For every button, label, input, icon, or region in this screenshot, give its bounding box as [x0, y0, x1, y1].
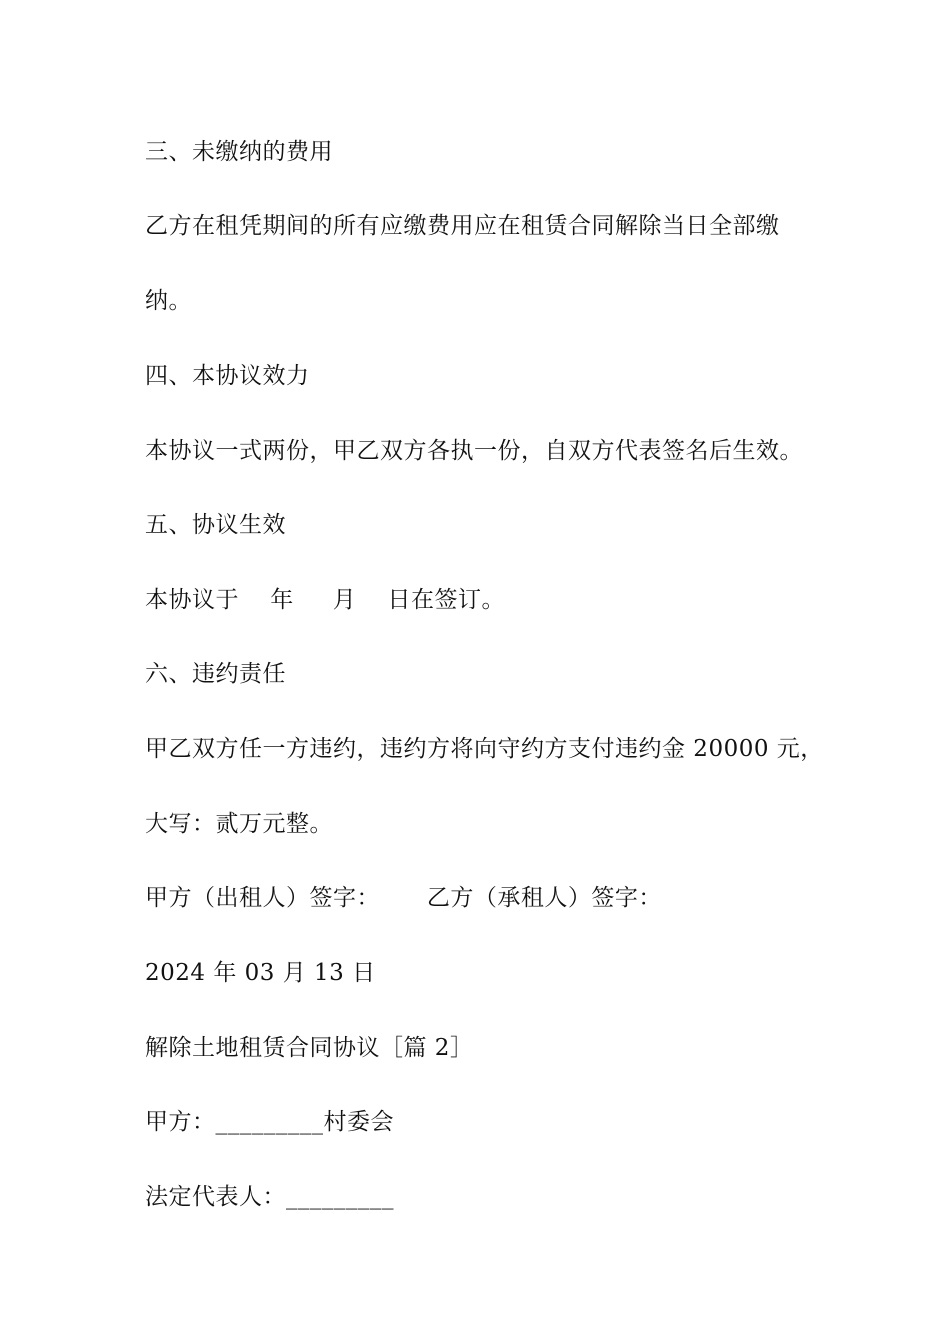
section-heading-breach-liability: 六、违约责任: [145, 661, 286, 687]
paragraph-line: 纳。: [145, 288, 192, 314]
document-title-part-2: 解除土地租赁合同协议［篇 2］: [145, 1035, 474, 1061]
section-heading-unpaid-fees: 三、未缴纳的费用: [145, 139, 333, 165]
date-line: 2024 年 03 月 13 日: [145, 960, 376, 986]
paragraph-line: 乙方在租凭期间的所有应缴费用应在租赁合同解除当日全部缴: [145, 213, 780, 239]
paragraph-line: 大写：贰万元整。: [145, 811, 333, 837]
paragraph-line: 甲乙双方任一方违约，违约方将向守约方支付违约金 20000 元，: [145, 736, 824, 762]
section-heading-agreement-validity: 四、本协议效力: [145, 363, 310, 389]
legal-representative-line: 法定代表人：_________: [145, 1184, 394, 1210]
section-heading-agreement-effective: 五、协议生效: [145, 512, 286, 538]
party-a-line: 甲方：_________村委会: [145, 1109, 394, 1135]
paragraph-line: 本协议一式两份，甲乙双方各执一份，自双方代表签名后生效。: [145, 438, 803, 464]
paragraph-line: 本协议于 年 月 日在签订。: [145, 587, 506, 613]
signature-line: 甲方（出租人）签字： 乙方（承租人）签字：: [145, 885, 662, 911]
